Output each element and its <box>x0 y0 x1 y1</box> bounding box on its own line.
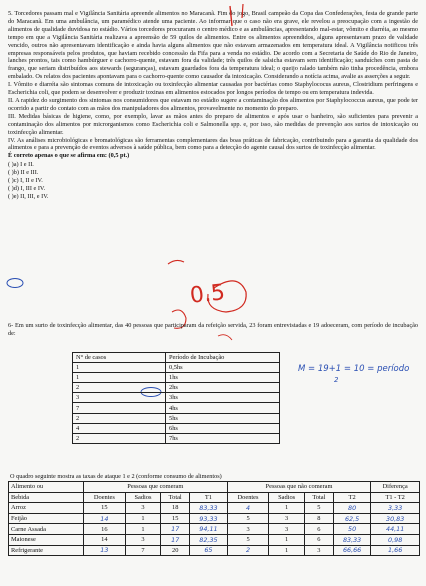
group-not-ate: Pessoas que não comeram <box>227 482 371 493</box>
cell-period: 0,5hs <box>166 363 280 373</box>
cell-food: Arroz <box>9 503 84 514</box>
cell-cases: 1 <box>73 363 166 373</box>
cell: 1 <box>269 534 304 545</box>
handwritten-formula: M = 19+1 = 10 = período <box>298 364 410 374</box>
cell-t2: 80 <box>333 503 370 514</box>
cell: 1 <box>125 524 160 535</box>
cell: 5 <box>227 513 269 524</box>
group-header-row <box>9 482 420 493</box>
column-header-row <box>9 492 420 503</box>
cell: 3 <box>304 545 333 556</box>
cell: 15 <box>84 503 126 514</box>
header-t2: T2 <box>333 492 370 503</box>
statement-1: I. Vômito e diarréia são sintomas comuns de intoxicação ou toxinfecção alimentar causadas por bactérias como Staphylococus aureus, Clostridium perfringens e Escherichia coli, que podem se desenvolver e produzir toxinas em alimentos estocados por longos períodos de tempo ou em temperatura indevida. <box>8 81 418 97</box>
cell: 3 <box>125 534 160 545</box>
cell: 3 <box>227 524 269 535</box>
cell: 14 <box>84 534 126 545</box>
cell-cases: 3 <box>73 393 166 403</box>
cell: 3 <box>269 513 304 524</box>
question-6-text: 6- Em um surto de toxinfecção alimentar, das 40 pessoas que participaram da refeição servida, 23 foram entrevistadas e 19 adoeceram, com período de incubação de: <box>8 322 418 337</box>
question-5 <box>8 10 418 201</box>
option-d[interactable]: ( )d) I, III e IV. <box>8 184 46 192</box>
table-header <box>73 353 280 363</box>
cell-t2: 62,5 <box>333 513 370 524</box>
option-a[interactable]: ( )a) I e II. <box>8 161 34 169</box>
cell-cases: 2 <box>73 433 166 443</box>
cell-diff: 30,83 <box>371 513 420 524</box>
cell-t1: 94,11 <box>190 524 227 535</box>
table-row <box>73 393 280 403</box>
cell: 5 <box>227 534 269 545</box>
header-drink: Bebida <box>9 492 84 503</box>
table-row <box>73 423 280 433</box>
table-row <box>73 403 280 413</box>
option-e[interactable]: ( )e) II, III, e IV. <box>8 192 49 200</box>
question-5-prompt: É correto apenas o que se afirma em: (0,5 pt.) <box>8 152 130 160</box>
cell-diff: 3,33 <box>371 503 420 514</box>
cell-food: Feijão <box>9 513 84 524</box>
cell-period: 5hs <box>166 413 280 423</box>
table-row <box>73 413 280 423</box>
attack-rate-table <box>8 481 420 556</box>
header-diff: T1 - T2 <box>371 492 420 503</box>
cell-t2: 66,66 <box>333 545 370 556</box>
cell-cases: 4 <box>73 423 166 433</box>
table-row <box>73 373 280 383</box>
cell: 2 <box>227 545 269 556</box>
cell: 6 <box>304 524 333 535</box>
cell-food: Maionese <box>9 534 84 545</box>
cell: 7 <box>125 545 160 556</box>
group-ate: Pessoas que comeram <box>84 482 228 493</box>
header-cases: N° de casos <box>73 353 166 363</box>
answer-options <box>8 161 418 201</box>
cell-t2: 50 <box>333 524 370 535</box>
statement-4: IV. As análises microbiológicas e bromatológicas são ferramentas complementares das boas práticas de fabricação, contribuindo para a garantia da qualidade dos alimentos e para a prevenção de eventos adversos à saúde pública, bem como para a detecção do agente causal dos surtos de toxinfecção alimentar. <box>8 136 418 152</box>
cell: 15 <box>161 513 190 524</box>
cell: 5 <box>304 503 333 514</box>
header-well: Sadios <box>125 492 160 503</box>
table-row <box>9 524 420 535</box>
cell-diff: 0,98 <box>371 534 420 545</box>
cell-food: Refrigerante <box>9 545 84 556</box>
cell-period: 6hs <box>166 423 280 433</box>
cell: 3 <box>269 524 304 535</box>
cell: 20 <box>161 545 190 556</box>
statement-3: III. Medidas básicas de higiene, como, por exemplo, lavar as mãos antes do preparo de alimentos e após usar o banheiro, são suficientes para prevenir a contaminação dos alimentos por microrganismos como Escherichia coli e Salmonella spp. e, por isso, são medidas de prevenção aos surtos de intoxicação ou toxinfecção alimentar. <box>8 112 418 136</box>
cell-cases: 2 <box>73 413 166 423</box>
statement-2: II. A rapidez do surgimento dos sintomas nos consumidores que estavam no estádio sugere a contaminação dos alimentos por Staphylococcus aureus, que pode ter ocorrido a partir do contato com as mãos dos manipuladores dos alimentos, provavelmente no momento do preparo. <box>8 96 418 112</box>
cell: 8 <box>304 513 333 524</box>
cell-period: 1hs <box>166 373 280 383</box>
header-t1: T1 <box>190 492 227 503</box>
attack-rate-caption: O quadro seguinte mostra as taxas de ataque 1 e 2 (conforme consumo de alimentos) <box>10 473 222 480</box>
cell: 1 <box>269 545 304 556</box>
table-row <box>9 545 420 556</box>
cell-period: 2hs <box>166 383 280 393</box>
handwritten-formula-denominator: 2 <box>334 376 339 384</box>
header-well: Sadios <box>269 492 304 503</box>
table-row <box>9 513 420 524</box>
option-b[interactable]: ( )b) II e III. <box>8 169 39 177</box>
cell-t1: 93,33 <box>190 513 227 524</box>
table-row <box>73 383 280 393</box>
cell: 14 <box>84 513 126 524</box>
cell-t2: 83,33 <box>333 534 370 545</box>
cell: 18 <box>161 503 190 514</box>
table-row <box>9 503 420 514</box>
cell-food: Carne Assada <box>9 524 84 535</box>
cell: 17 <box>161 524 190 535</box>
incubation-table <box>72 352 280 444</box>
cell-cases: 7 <box>73 403 166 413</box>
table-row <box>73 433 280 443</box>
cell-period: 7hs <box>166 433 280 443</box>
header-incubation: Período de Incubação <box>166 353 280 363</box>
question-5-text: 5. Torcedores passam mal e Vigilância Sanitária apreende alimentos no Maracanã. Fim do jogo, Brasil campeão da Copa das Confederações, festa de grande parte do Maracanã. Em uma ambulância, um paramédico atende uma paciente. Ao informar que o caso não era grave, ele revelou a preocupação com a ingestão de alimentos de qualidade duvidosa no estádio. Vários torcedores procuraram o centro médico e as ambulâncias, apresentando mal-estar, vômito e diarréia, ao mesmo tempo em que a Vigilância Sanitária realizava a apreensão de 59 quilos de alimentos. Entre os alimentos apreendidos, alguns apresentavam prazo de validade vencido, outros não apresentavam identificação e ainda havia alguns alimentos que não estavam armazenados em temperatura ideal. A Vigilância notificou três empresas responsáveis pelos produtos, que haviam recebido concessão da Fifa para a venda no estádio. De acordo com a Secretaria de Saúde do Rio de Janeiro, lanches prontos, tais como hambúrguer e cachorro-quente, estavam fora da validade; três quilos de salsicha estavam sem identificação; sanduíches com pasta de frango, que seriam distribuídos aos stewards (seguranças), estavam guardados fora da temperatura ideal; o queijo ralado também não tinha procedência, embora embalado. Os relatos dos pacientes apontavam para o cachorro-quente como causador da intoxicação. Considerando a notícia acima, avalie as asserções a seguir. <box>8 10 418 81</box>
score-mark: 0.5 <box>188 280 227 309</box>
header-total: Total <box>161 492 190 503</box>
cell-t1: 82,35 <box>190 534 227 545</box>
cell: 17 <box>161 534 190 545</box>
cell: 4 <box>227 503 269 514</box>
cell: 13 <box>84 545 126 556</box>
cell-t1: 65 <box>190 545 227 556</box>
cell: 6 <box>304 534 333 545</box>
table-row <box>9 534 420 545</box>
header-sick: Doentes <box>84 492 126 503</box>
cell-diff: 44,11 <box>371 524 420 535</box>
question-6 <box>8 322 418 338</box>
cell-cases: 2 <box>73 383 166 393</box>
header-sick: Doentes <box>227 492 269 503</box>
cell: 3 <box>125 503 160 514</box>
cell-period: 4hs <box>166 403 280 413</box>
cell: 1 <box>269 503 304 514</box>
header-total: Total <box>304 492 333 503</box>
cell: 1 <box>125 513 160 524</box>
cell-t1: 83,33 <box>190 503 227 514</box>
header-food: Alimento ou <box>9 482 84 493</box>
group-difference: Diferença <box>371 482 420 493</box>
cell-cases: 1 <box>73 373 166 383</box>
cell: 16 <box>84 524 126 535</box>
cell-diff: 1,66 <box>371 545 420 556</box>
table-row <box>73 363 280 373</box>
option-c[interactable]: ( )c) I, II e IV. <box>8 177 43 185</box>
cell-period: 3hs <box>166 393 280 403</box>
